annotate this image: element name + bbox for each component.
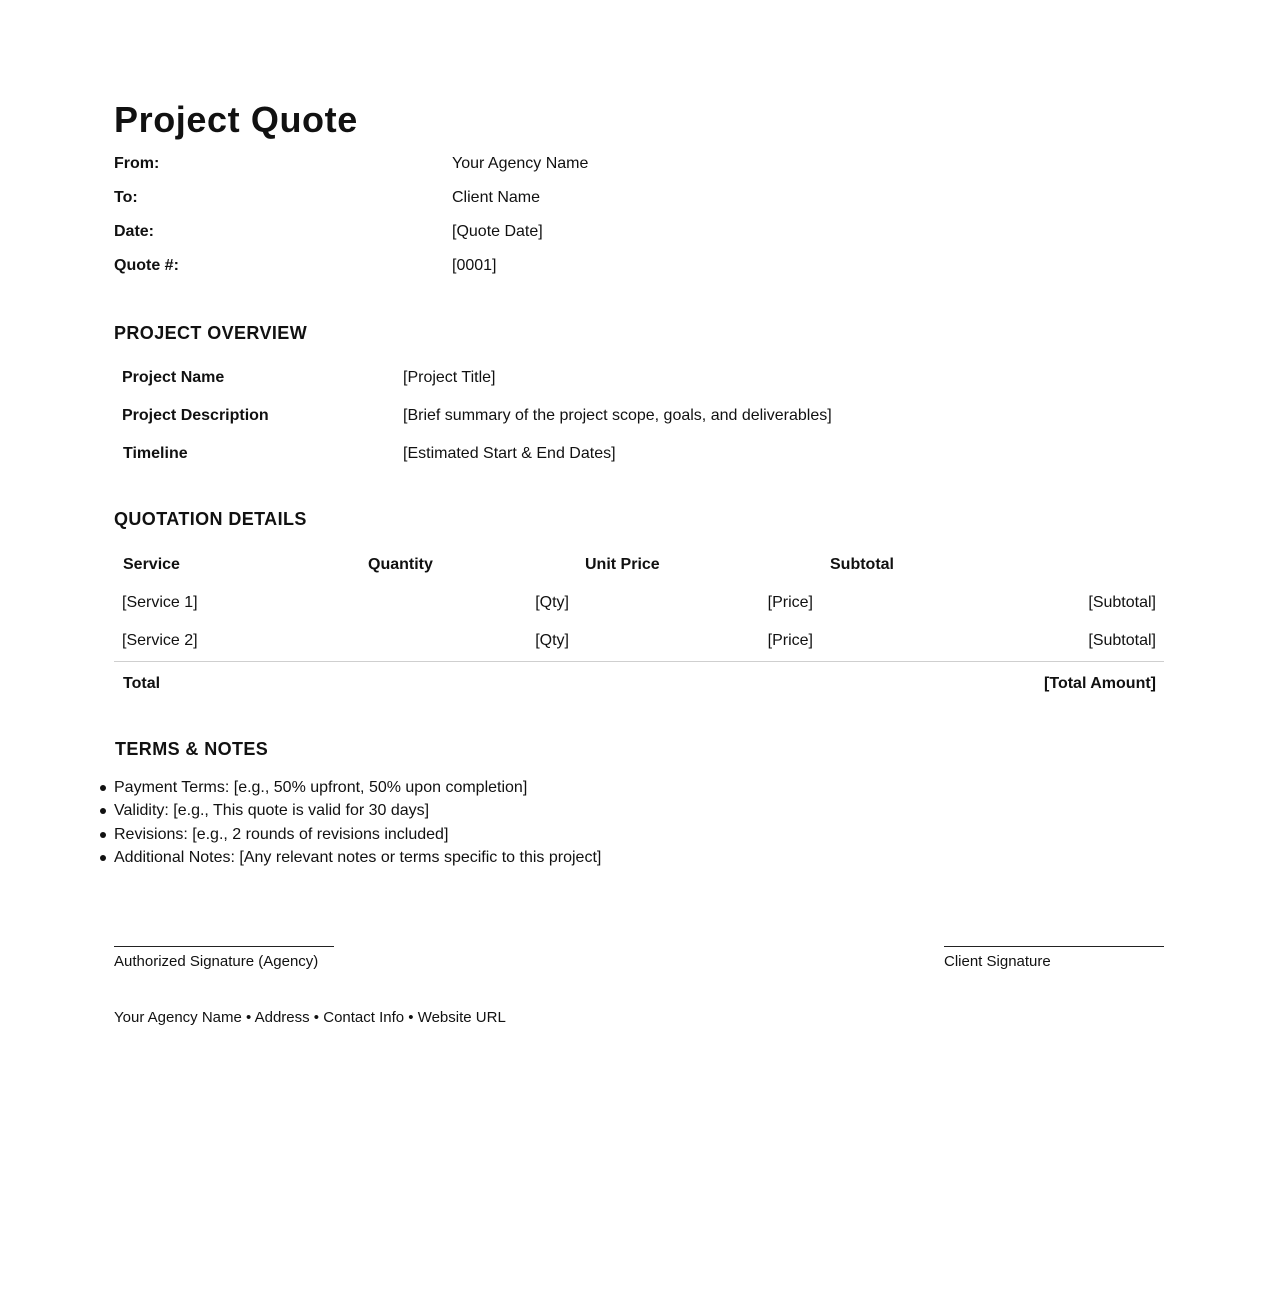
table-row (114, 592, 1164, 614)
terms-list (114, 776, 601, 869)
client-signature-label: Client Signature (944, 953, 1051, 970)
agency-signature-line[interactable] (114, 946, 334, 947)
cell-service: [Service 1] (122, 594, 198, 611)
meta-to-label: To: (114, 189, 138, 206)
cell-unit-price: [Price] (767, 632, 813, 649)
list-item: Additional Notes: [Any relevant notes or terms specific to this project] (114, 846, 601, 869)
list-item: Payment Terms: [e.g., 50% upfront, 50% upon completion] (114, 776, 601, 799)
meta-date-value: [Quote Date] (452, 223, 543, 240)
total-row (114, 673, 1164, 695)
meta-quote-number-label: Quote #: (114, 257, 179, 274)
overview-row (114, 443, 1164, 465)
total-divider (114, 661, 1164, 662)
meta-to-value: Client Name (452, 189, 541, 206)
table-row (114, 630, 1164, 652)
project-overview-heading: PROJECT OVERVIEW (114, 323, 308, 343)
meta-from-value: Your Agency Name (452, 155, 589, 172)
total-label: Total (123, 675, 161, 692)
overview-project-name-label: Project Name (122, 369, 225, 386)
meta-quote-number-row (114, 255, 814, 277)
list-item: Validity: [e.g., This quote is valid for 30 days] (114, 799, 601, 822)
overview-description-value: [Brief summary of the project scope, goals, and deliverables] (403, 407, 832, 424)
page-title: Project Quote (114, 99, 358, 140)
cell-quantity: [Qty] (535, 632, 569, 649)
terms-notes-heading: TERMS & NOTES (115, 739, 269, 759)
column-header-unit-price: Unit Price (585, 556, 660, 573)
agency-signature-label: Authorized Signature (Agency) (114, 953, 319, 970)
overview-timeline-value: [Estimated Start & End Dates] (403, 445, 616, 462)
meta-from-row (114, 153, 814, 175)
quotation-details-heading: QUOTATION DETAILS (114, 509, 307, 529)
overview-row (114, 405, 1164, 427)
meta-to-row (114, 187, 814, 209)
column-header-subtotal: Subtotal (830, 556, 894, 573)
meta-date-row (114, 221, 814, 243)
column-header-service: Service (123, 556, 180, 573)
overview-description-label: Project Description (122, 407, 269, 424)
cell-subtotal: [Subtotal] (1088, 632, 1156, 649)
list-item: Revisions: [e.g., 2 rounds of revisions included] (114, 823, 601, 846)
cell-quantity: [Qty] (535, 594, 569, 611)
overview-timeline-label: Timeline (123, 445, 188, 462)
cell-subtotal: [Subtotal] (1088, 594, 1156, 611)
client-signature-line[interactable] (944, 946, 1164, 947)
overview-project-name-value: [Project Title] (403, 369, 496, 386)
quotation-header-row (114, 554, 1164, 576)
meta-from-label: From: (114, 155, 160, 172)
total-amount: [Total Amount] (1044, 675, 1156, 692)
meta-quote-number-value: [0001] (452, 257, 497, 274)
meta-date-label: Date: (114, 223, 155, 240)
overview-row (114, 367, 1164, 389)
cell-service: [Service 2] (122, 632, 198, 649)
column-header-quantity: Quantity (368, 556, 433, 573)
footer-contact-info: Your Agency Name • Address • Contact Info • Website URL (114, 1009, 506, 1026)
cell-unit-price: [Price] (767, 594, 813, 611)
